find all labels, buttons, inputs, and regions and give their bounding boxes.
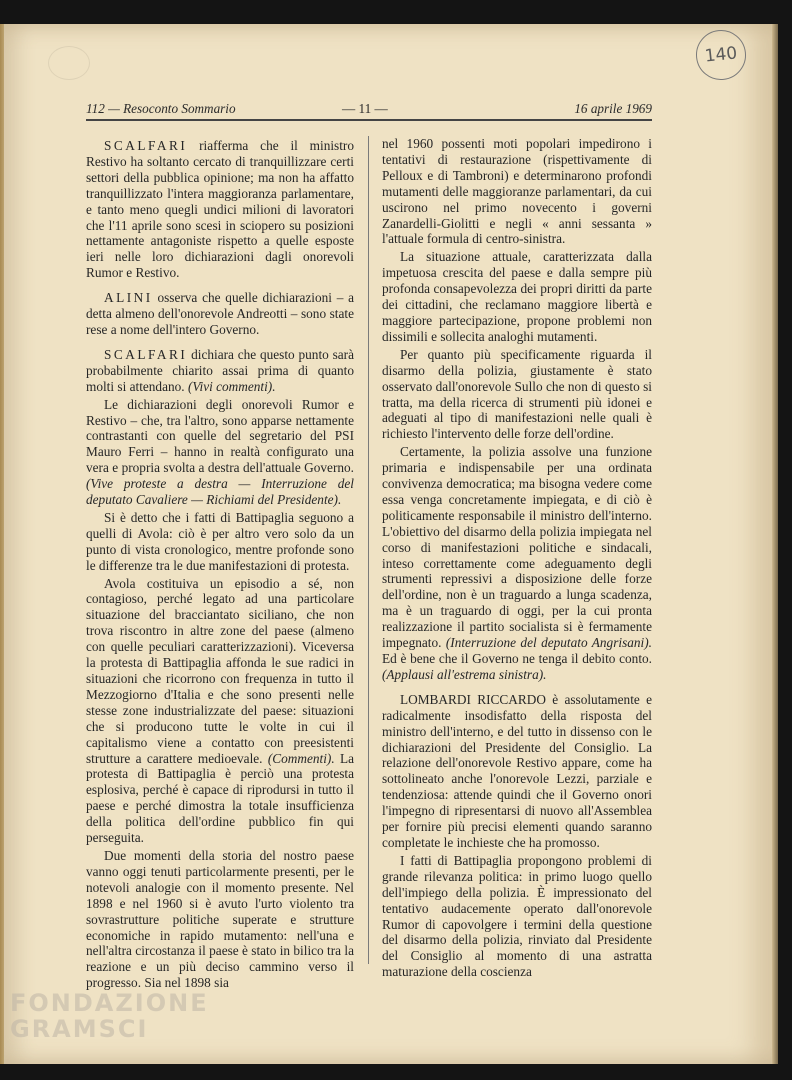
paragraph: Due momenti della storia del nostro paese vanno oggi tenuti particolarmente presenti, per le notevoli analogie con il momento presente. Nel 1898 e nel 1960 si è avuto l'urto violento tra sovrastrutture politiche superate e strutture economiche in rapido mutamento: nell'una e nell'altra circostanza il paese è stato in bilico tra la reazione e un più deciso cammino verso il progresso. Sia nel 1898 sia	[86, 847, 354, 991]
paragraph: Certamente, la polizia assolve una funzione primaria e indispensabile per una ordinata convivenza democratica; ma bisogna vedere come essa venga concretamente impiegata, e di ciò è politicamente responsabile il ministro dell'interno. L'obiettivo del disarmo della polizia impiegata nel corso di manifestazioni politiche e sindacali, inteso correttamente come adeguamento degli strumenti repressivi a disposizione delle forze dell'ordine, non è un traguardo a lunga scadenza, ma è un traguardo di oggi, per la cui pronta realizzazione il partito socialista si è fermamente impegnato. (Interruzione del deputato Angrisani). Ed è bene che il Governo ne tenga il debito conto. (Applausi all'estrema sinistra).	[382, 444, 652, 682]
header-left: 112 — Resoconto Sommario	[86, 101, 236, 116]
faint-stamp-mark	[48, 46, 90, 80]
speaker-name: ALINI	[104, 290, 153, 306]
page-edge	[772, 24, 778, 1064]
header-page-number: — 11 —	[342, 101, 388, 116]
paragraph: Avola costituiva un episodio a sé, non contagioso, perché legato ad una particolare situazione del bracciantato siciliano, che non trova riscontro in altre zone del paese (almeno con quelle peculiari caratterizzazioni). Viceversa la protesta di Battipaglia affonda le sue radici in situazioni che ricorrono con frequenza in tutto il Mezzogiorno d'Italia e che sono presenti nelle stesse zone industrializzate del paese: situazioni che si producono tutte le volte in cui il capitalismo viene a contatto con preesistenti strutture a carattere medioevale. (Commenti). La protesta di Battipaglia è perciò una protesta esplosiva, perché è capace di riprodursi in tutto il paese e perché dimostra la totale insufficienza della politica dell'ordine pubblico fin qui perseguita.	[86, 575, 354, 846]
stage-direction: (Interruzione del deputato Angrisani).	[445, 635, 652, 651]
column-divider	[368, 136, 369, 964]
archive-watermark	[10, 990, 209, 1042]
watermark-line: FONDAZIONE	[10, 989, 209, 1017]
paragraph: ALINI osserva che quelle dichiarazioni – a detta almeno dell'onorevole Andreotti – sono state rese a nome dell'intero Governo.	[86, 290, 354, 337]
stage-direction: (Commenti).	[267, 750, 335, 766]
stage-direction: (Vive proteste a destra — Interruzione del deputato Cavaliere — Richiami del Presidente).	[86, 476, 354, 508]
speaker-name: SCALFARI	[104, 138, 188, 153]
paragraph: Si è detto che i fatti di Battipaglia seguono a quelli di Avola: ciò è per altro vero solo da un punto di vista cronologico, mentre profonde sono le differenze tra le due manifestazioni di protesta.	[86, 509, 354, 573]
paragraph: nel 1960 possenti moti popolari impedirono i tentativi di restaurazione (rispettivamente di Pelloux e di Tambroni) e determinarono profondi mutamenti delle maggioranze parlamentari, da cui uscirono nel primo novecento i governi Zanardelli-Giolitti e negli « anni sessanta » l'attuale formula di centro-sinistra.	[382, 136, 652, 247]
watermark-line: GRAMSCI	[10, 1015, 149, 1043]
paragraph: SCALFARI riafferma che il ministro Restivo ha soltanto cercato di tranquillizzare certi settori della pubblica opinione; ma non ha affatto tranquillizzato l'intera maggioranza parlamentare, e tanto meno quegli undici milioni di lavoratori che l'11 aprile sono scesi in sciopero su posizioni nettamente antagoniste rispetto a quelle esposte ieri nelle loro dichiarazioni dagli onorevoli Rumor e Restivo.	[86, 138, 354, 281]
header-rule	[86, 119, 652, 121]
right-column	[382, 136, 652, 982]
header-date: 16 aprile 1969	[574, 101, 652, 116]
stage-direction: (Applausi all'estrema sinistra).	[382, 666, 547, 682]
paragraph: SCALFARI dichiara che questo punto sarà probabilmente chiarito assai prima di quanto molti si attendano. (Vivi commenti).	[86, 346, 354, 394]
stage-direction: (Vivi commenti).	[187, 378, 276, 394]
left-column	[86, 138, 354, 993]
paragraph: LOMBARDI RICCARDO è assolutamente e radicalmente insodisfatto della risposta del ministro dell'interno, e del tutto in dissenso con le dichiarazioni del Presidente del Consiglio. La relazione dell'onorevole Restivo appare, come ha sottolineato anche l'onorevole Lezzi, parziale e tendenziosa: attende quindi che il Governo onori l'impegno di ripresentarsi di nuovo all'Assemblea per fornire più precisi elementi quando saranno completate le inchieste che ha promosso.	[382, 691, 652, 850]
paragraph: Per quanto più specificamente riguarda il disarmo della polizia, giustamente è stato osservato dall'onorevole Sullo che non di questo si tratta, ma della ricerca di strumenti più idonei e adeguati al tipo di manifestazioni nelle quali è richiesto l'intervento delle forze dell'ordine.	[382, 346, 652, 442]
paragraph: Le dichiarazioni degli onorevoli Rumor e Restivo – che, tra l'altro, sono apparse nettamente contrastanti con quelle del segretario del PSI Mauro Ferri – hanno in realtà configurato una vera e propria svolta a destra dell'attuale Governo. (Vive proteste a destra — Interruzione del deputato Cavaliere — Richiami del Presidente).	[86, 396, 354, 508]
speaker-name: LOMBARDI RICCARDO	[400, 691, 546, 707]
page-number-stamp: 140	[694, 28, 749, 83]
running-header	[86, 101, 652, 121]
speaker-name: SCALFARI	[104, 346, 188, 362]
paragraph: I fatti di Battipaglia propongono problemi di grande rilevanza politica: in primo luogo quello dell'impiego della polizia. È impressionato del tentativo audacemente operato dall'onorevole Rumor di capovolgere i termini della questione del disarmo della polizia, rinviato dal Presidente del Consiglio al momento di una astratta maturazione della coscienza	[382, 852, 652, 980]
paragraph: La situazione attuale, caratterizzata dalla impetuosa crescita del paese e dalla sempre più profonda consapevolezza dei propri diritti da parte dei cittadini, che reclamano maggiore libertà e maggiore partecipazione, propone problemi non dissimili e sollecita analoghi mutamenti.	[382, 249, 652, 344]
